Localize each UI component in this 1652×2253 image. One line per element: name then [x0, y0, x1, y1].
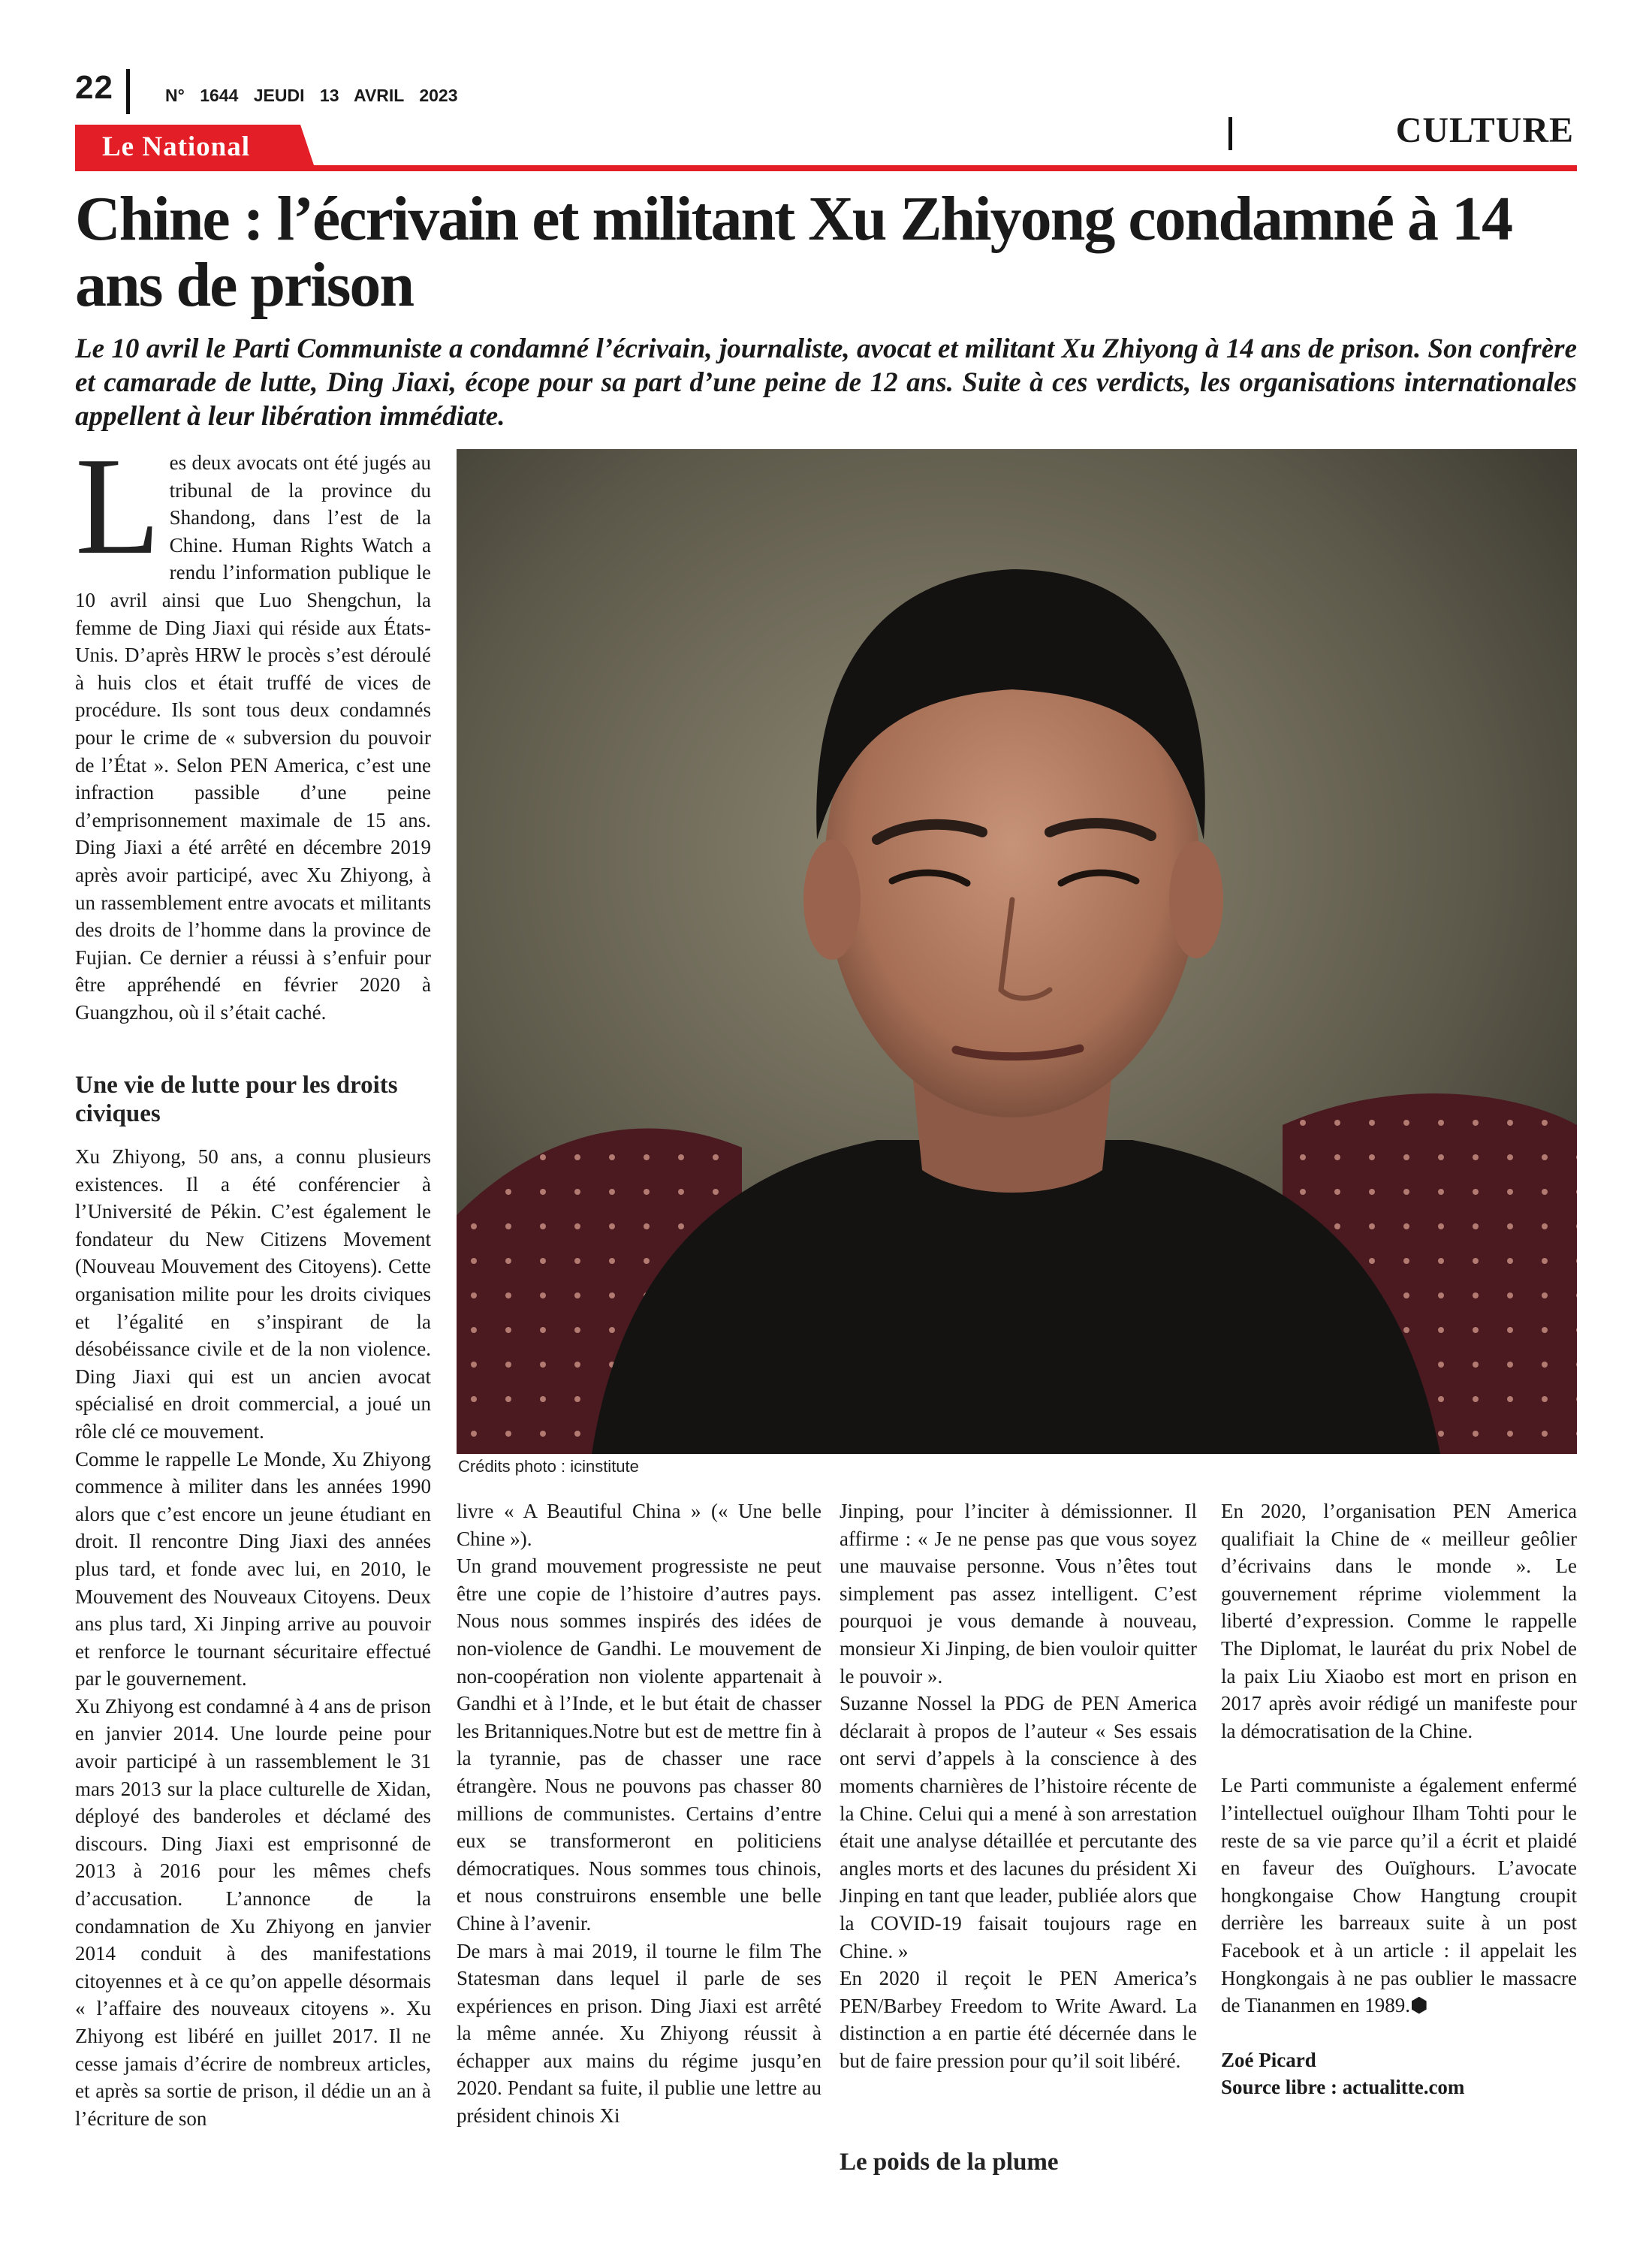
lead-paragraph: Le 10 avril le Parti Communiste a condamné l’écrivain, journaliste, avocat et militant Xu Zhiyong à 14 ans de prison. Son confrère et camarade de lutte, Ding Jiaxi, écope pour sa part d’une peine de 12 ans. Suite à ces verdicts, les organisations internationales appellent à leur libération immédiate.	[75, 333, 1577, 432]
page-number-divider	[126, 69, 130, 114]
subheading-civil-rights: Une vie de lutte pour les droits civiques	[75, 1072, 398, 1127]
column-2	[457, 1497, 821, 2130]
end-mark-icon: ⬢	[1409, 1994, 1428, 2017]
portrait-image	[457, 449, 1577, 1454]
column-3	[840, 1497, 1197, 2074]
subheading-pen-weight: Le poids de la plume	[840, 2149, 1059, 2176]
article-photo	[457, 449, 1577, 1454]
paragraph: Comme le rappelle Le Monde, Xu Zhiyong commence à militer dans les années 1990 alors que c’est encore un jeune étudiant en droit. Il rencontre Ding Jiaxi des années plus tard, et fonde avec lui, en 2010, le Mouvement des Nouveaux Citoyens. Deux ans plus tard, Xi Jinping arrive au pouvoir et renforce le tournant sécuritaire effectué par le gouvernement.	[75, 1447, 431, 1691]
column-4	[1221, 1497, 1577, 2101]
column-1	[75, 1143, 431, 2132]
author-name: Zoé Picard	[1221, 2048, 1316, 2071]
paragraph: En 2020, l’organisation PEN America qualifiait la Chine de « meilleur geôlier d’écrivains dans le monde ». Le gouvernement réprime violemment la liberté d’expression. Comme le rappelle The Diplomat, le lauréat du prix Nobel de la paix Liu Xiaobo est mort en prison en 2017 après avoir rédigé un manifeste pour la démocratisation de la Chine.	[1221, 1500, 1577, 1742]
drop-cap: L	[75, 429, 161, 584]
rubric-label: Le National	[102, 131, 251, 162]
paragraph: Jinping, pour l’inciter à démissionner. Il affirme : « Je ne pense pas que vous soyez une mauvaise personne. Vous n’êtes tout simplement pas assez intelligent. C’est pourquoi je vous demande à nouveau, monsieur Xi Jinping, de bien vouloir quitter le pouvoir ».	[840, 1500, 1197, 1687]
headline: Chine : l’écrivain et militant Xu Zhiyong condamné à 14 ans de prison	[75, 184, 1512, 320]
paragraph: livre « A Beautiful China » (« Une belle Chine »).	[457, 1500, 821, 1550]
article-source: Source libre : actualitte.com	[1221, 2076, 1465, 2099]
closing-paragraph-text: Le Parti communiste a également enfermé l’intellectuel ouïghour Ilham Tohti pour le reste de sa vie parce qu’il a écrit et plaidé en faveur des Ouïghours. L’avocate hongkongaise Chow Hangtung croupit derrière les barreaux suite à un post Facebook et à un article : il appelait les Hongkongais à ne pas oublier le massacre de Tiananmen en 1989.	[1221, 1774, 1577, 2017]
issue-number: N° 1644	[165, 86, 239, 105]
paragraph: Suzanne Nossel la PDG de PEN America déclarait à propos de l’auteur « Ses essais ont servi d’appels à la conscience à des moments charnières de l’histoire récente de la Chine. Celui qui a mené à son arrestation était une analyse détaillée et percutante des angles morts et des lacunes du président Xi Jinping en tant que leader, publiée alors que la COVID-19 faisait toujours rage en Chine. »	[840, 1692, 1197, 1962]
section-label: CULTURE	[1395, 110, 1574, 150]
issue-month: AVRIL	[354, 86, 404, 105]
issue-date-day: 13	[319, 86, 339, 105]
section-divider	[1228, 117, 1232, 150]
issue-info	[165, 86, 458, 106]
paragraph: En 2020 il reçoit le PEN America’s PEN/Barbey Freedom to Write Award. La distinction a en partie été décernée dans le but de faire pression pour qu’il soit libéré.	[840, 1967, 1197, 2072]
paragraph	[1221, 1772, 1577, 2019]
page-number: 22	[75, 69, 113, 106]
issue-day: JEUDI	[253, 86, 305, 105]
issue-year: 2023	[419, 86, 458, 105]
header-rule	[75, 165, 1577, 171]
paragraph: Un grand mouvement progressiste ne peut être une copie de l’histoire d’autres pays. Nous nous sommes inspirés des idées de non-violence de Gandhi. Le mouvement de non-coopération non violente appartenait à Gandhi et à l’Inde, et le but était de chasser les Britanniques.Notre but est de mettre fin à la tyrannie, pas de chasser une race étrangère. Nous ne pouvons pas chasser 80 millions de communistes. Certains d’entre eux se transformeront en politiciens démocratiques. Nous sommes tous chinois, et nous construirons ensemble une belle Chine à l’avenir.	[457, 1555, 821, 1935]
intro-text: es deux avocats ont été jugés au tribunal de la province du Shandong, dans l’est de la Chine. Human Rights Watch a rendu l’information publique le 10 avril ainsi que Luo Shengchun, la femme de Ding Jiaxi qui réside aux États-Unis. D’après HRW le procès s’est déroulé à huis clos et était truffé de vices de procédure. Ils sont tous deux condamnés pour le crime de « subversion du pouvoir de l’État ». Selon PEN America, c’est une infraction passible d’une peine d’emprisonnement maximale de 15 ans. Ding Jiaxi a été arrêté en décembre 2019 après avoir participé, avec Xu Zhiyong, à un rassemblement entre avocats et militants des droits de l’homme dans la province de Fujian. Ce dernier a réussi à s’enfuir pour être appréhendé en février 2020 à Guangzhou, où il s’était caché.	[75, 451, 431, 1024]
photo-credit: Crédits photo : icinstitute	[458, 1457, 639, 1476]
article-intro	[75, 429, 431, 1026]
paragraph: Xu Zhiyong, 50 ans, a connu plusieurs existences. Il a été conférencier à l’Université de Pékin. C’est également le fondateur du New Citizens Movement (Nouveau Mouvement des Citoyens). Cette organisation milite pour les droits civiques et l’égalité en s’inspirant de la désobéissance civile et de la non violence. Ding Jiaxi qui est un ancien avocat spécialisé en droit commercial, a joué un rôle clé ce mouvement.	[75, 1145, 431, 1443]
paragraph: De mars à mai 2019, il tourne le film The Statesman dans lequel il parle de ses expériences en prison. Ding Jiaxi est arrêté la même année. Xu Zhiyong réussit à échapper aux mains du régime jusqu’en 2020. Pendant sa fuite, il publie une lettre au président chinois Xi	[457, 1939, 821, 2128]
paragraph: Xu Zhiyong est condamné à 4 ans de prison en janvier 2014. Une lourde peine pour avoir participé à un rassemblement le 31 mars 2013 sur la place culturelle de Xidan, déployé des banderoles et déclamé des discours. Ding Jiaxi est emprisonné de 2013 à 2016 pour les mêmes chefs d’accusation. L’annonce de la condamnation de Xu Zhiyong en janvier 2014 conduit à des manifestations citoyennes et à ce qu’on appelle désormais « l’affaire des nouveaux citoyens ». Xu Zhiyong est libéré en juillet 2017. Il ne cesse jamais d’écrire de nombreux articles, et après sa sortie de prison, il dédie un an à l’écriture de son	[75, 1694, 431, 2130]
